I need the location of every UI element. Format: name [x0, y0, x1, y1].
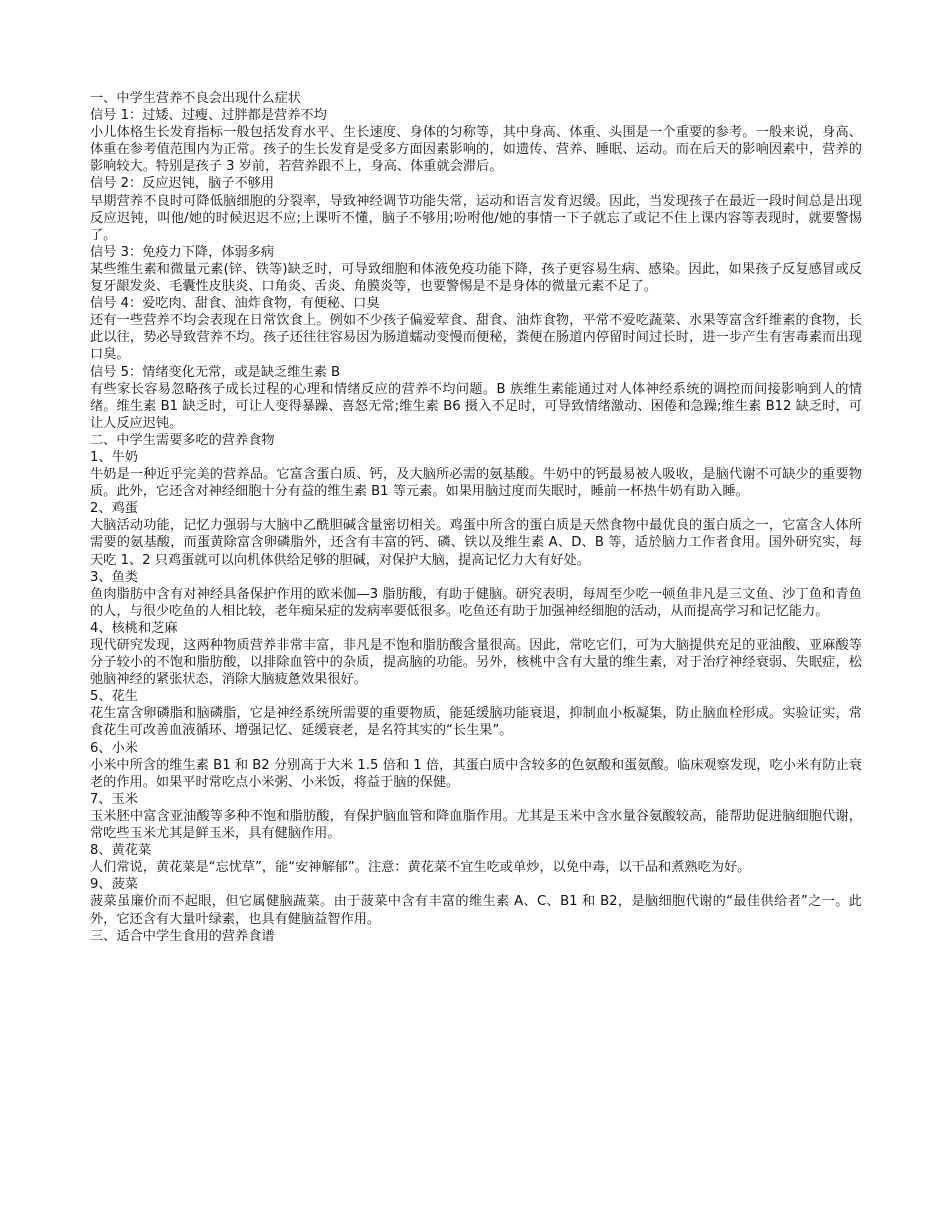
- food-1-title: 1、牛奶: [90, 449, 138, 465]
- food-2-title: 2、鸡蛋: [90, 501, 138, 517]
- signal-4-title: 信号 4：爱吃肉、甜食、油炸食物，有便秘、口臭: [90, 296, 380, 312]
- food-5-title: 5、花生: [90, 689, 138, 705]
- signal-5-body: 有些家长容易忽略孩子成长过程的心理和情绪反应的营养不均问题。B 族维生素能通过对人体神经系统的调控而间接影响到人的情绪。维生素 B1 缺乏时，可让人变得暴躁、喜怒无常;维生素 B6 摄入不足时，可导致情绪激动、困倦和急躁;维生素 B12 缺乏时，可让人反应迟钝。: [90, 381, 862, 431]
- signal-5-title: 信号 5：情绪变化无常，或是缺乏维生素 B: [90, 364, 341, 380]
- food-2-body: 大脑活动功能，记忆力强弱与大脑中乙酰胆碱含量密切相关。鸡蛋中所含的蛋白质是天然食物中最优良的蛋白质之一，它富含人体所需要的氨基酸，而蛋黄除富含卵磷脂外，还含有丰富的钙、磷、铁以及维生素 A、D、B 等，适於脑力工作者食用。国外研究实，每天吃 1、2 只鸡蛋就可以向机体供给足够的胆碱，对保护大脑，提高记忆力大有好处。: [90, 518, 862, 568]
- food-9-title: 9、菠菜: [90, 877, 138, 893]
- signal-1-body: 小儿体格生长发育指标一般包括发育水平、生长速度、身体的匀称等，其中身高、体重、头围是一个重要的参考。一般来说，身高、体重在参考值范围内为正常。孩子的生长发育是受多方面因素影响的，如遗传、营养、睡眠、运动。而在后天的影响因素中，营养的影响较大。特别是孩子 3 岁前，若营养跟不上，身高、体重就会滞后。: [90, 125, 862, 175]
- food-4-body: 现代研究发现，这两种物质营养非常丰富，非凡是不饱和脂肪酸含量很高。因此，常吃它们，可为大脑提供充足的亚油酸、亚麻酸等分子较小的不饱和脂肪酸，以排除血管中的杂质，提高脑的功能。另外，核桃中含有大量的维生素，对于治疗神经衰弱、失眠症，松弛脑神经的紧张状态，消除大脑疲惫效果很好。: [90, 638, 862, 688]
- food-9-body: 菠菜虽廉价而不起眼，但它属健脑蔬菜。由于菠菜中含有丰富的维生素 A、C、B1 和 B2，是脑细胞代谢的“最佳供给者”之一。此外，它还含有大量叶绿素，也具有健脑益智作用。: [90, 894, 862, 927]
- food-8-title: 8、黄花菜: [90, 843, 152, 859]
- section-1-heading: 一、中学生营养不良会出现什么症状: [90, 91, 301, 106]
- signal-4-body: 还有一些营养不均会表现在日常饮食上。例如不少孩子偏爱荤食、甜食、油炸食物，平常不爱吃蔬菜、水果等富含纤维素的食物，长此以往，势必导致营养不均。孩子还往往容易因为肠道蠕动变慢而便秘，粪便在肠道内停留时间过长时，进一步产生有害毒素而出现口臭。: [90, 313, 862, 363]
- signal-3-title: 信号 3：免疫力下降，体弱多病: [90, 244, 275, 260]
- food-5-body: 花生富含卵磷脂和脑磷脂，它是神经系统所需要的重要物质，能延缓脑功能衰退，抑制血小板凝集，防止脑血栓形成。实验证实，常食花生可改善血液循环、增强记忆、延缓衰老，是名符其实的“长生果”。: [90, 706, 862, 739]
- food-7-body: 玉米胚中富含亚油酸等多种不饱和脂肪酸，有保护脑血管和降血脂作用。尤其是玉米中含水量谷氨酸较高，能帮助促进脑细胞代谢，常吃些玉米尤其是鲜玉米，具有健脑作用。: [90, 808, 862, 842]
- food-6-body: 小米中所含的维生素 B1 和 B2 分别高于大米 1.5 倍和 1 倍，其蛋白质中含较多的色氨酸和蛋氨酸。临床观察发现，吃小米有防止衰老的作用。如果平时常吃点小米粥、小米饭，将益于脑的保健。: [90, 757, 862, 790]
- signal-1-title: 信号 1：过矮、过瘦、过胖都是营养不均: [90, 108, 327, 124]
- section-2-heading: 二、中学生需要多吃的营养食物: [90, 432, 275, 448]
- document-body: [90, 90, 862, 945]
- signal-2-title: 信号 2：反应迟钝，脑子不够用: [90, 176, 275, 192]
- food-6-title: 6、小米: [90, 740, 138, 756]
- food-3-title: 3、鱼类: [90, 569, 138, 585]
- food-3-body: 鱼肉脂肪中含有对神经具备保护作用的欧米伽—3 脂肪酸，有助于健脑。研究表明，每周至少吃一顿鱼非凡是三文鱼、沙丁鱼和青鱼的人，与很少吃鱼的人相比较，老年痴呆症的发病率要低很多。吃鱼还有助于加强神经细胞的活动，从而提高学习和记忆能力。: [90, 586, 862, 619]
- signal-2-body: 早期营养不良时可降低脑细胞的分裂率，导致神经调节功能失常，运动和语言发育迟缓。因此，当发现孩子在最近一段时间总是出现反应迟钝，叫他/她的时候迟迟不应;上课听不懂，脑子不够用;吩咐他/她的事情一下子就忘了或记不住上课内容等表现时，就要警惕了。: [90, 193, 862, 243]
- food-7-title: 7、玉米: [90, 791, 138, 807]
- food-8-body: 人们常说，黄花菜是“忘忧草”，能“安神解郁”。注意：黄花菜不宜生吃或单炒，以免中毒，以干品和煮熟吃为好。: [90, 860, 751, 876]
- signal-3-body: 某些维生素和微量元素(锌、铁等)缺乏时，可导致细胞和体液免疫功能下降，孩子更容易生病、感染。因此，如果孩子反复感冒或反复牙龈发炎、毛囊性皮肤炎、口角炎、舌炎、角膜炎等，也要警惕是不是身体的微量元素不足了。: [90, 261, 862, 295]
- food-4-title: 4、核桃和芝麻: [90, 620, 178, 636]
- section-3-heading: 三、适合中学生食用的营养食谱: [90, 928, 275, 944]
- food-1-body: 牛奶是一种近乎完美的营养品。它富含蛋白质、钙，及大脑所必需的氨基酸。牛奶中的钙最易被人吸收，是脑代谢不可缺少的重要物质。此外，它还含对神经细胞十分有益的维生素 B1 等元素。如果用脑过度而失眠时，睡前一杯热牛奶有助入睡。: [90, 467, 862, 500]
